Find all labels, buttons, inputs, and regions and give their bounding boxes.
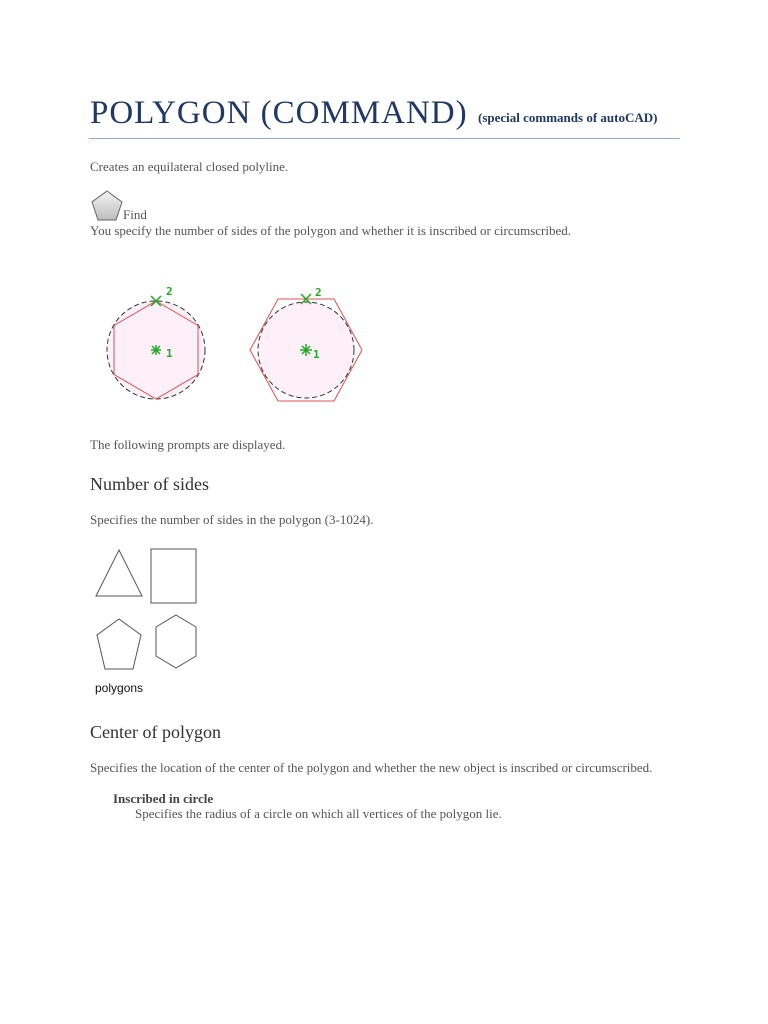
intro-text: Creates an equilateral closed polyline. [90,159,289,174]
point-label: 1 [313,348,320,361]
polygons-illustration [92,545,202,675]
description-text: You specify the number of sides of the polygon and whether it is inscribed or circumscribed. [90,223,572,238]
term-description: Specifies the radius of a circle on which all vertices of the polygon lie. [135,806,502,821]
prompts-text: The following prompts are displayed. [90,437,286,452]
circumscribed-polygon-figure [250,286,362,401]
find-link[interactable] [90,190,124,222]
title-divider [89,138,680,139]
heading-number-of-sides: Number of sides [90,474,209,494]
number-of-sides-text: Specifies the number of sides in the polygon (3-1024). [90,512,374,527]
page-subtitle: (special commands of autoCAD) [478,110,658,125]
point-label: 2 [166,285,173,298]
point-label: 1 [166,347,173,360]
page-title: POLYGON (COMMAND) [90,95,468,131]
inscribed-polygon-figure [107,285,205,399]
pentagon-shape [97,619,141,669]
find-label[interactable]: Find [123,207,147,222]
polygons-caption: polygons [95,681,144,695]
heading-center-of-polygon: Center of polygon [90,722,221,742]
triangle-shape [96,550,142,596]
square-shape [151,549,196,603]
point-label: 2 [315,286,322,299]
pentagon-icon [90,190,124,222]
center-of-polygon-text: Specifies the location of the center of the polygon and whether the new object is inscribed or circumscribed. [90,760,653,775]
inscribed-circumscribed-diagram [100,280,370,405]
hexagon-shape [156,615,196,668]
term-inscribed-in-circle: Inscribed in circle [113,791,214,806]
